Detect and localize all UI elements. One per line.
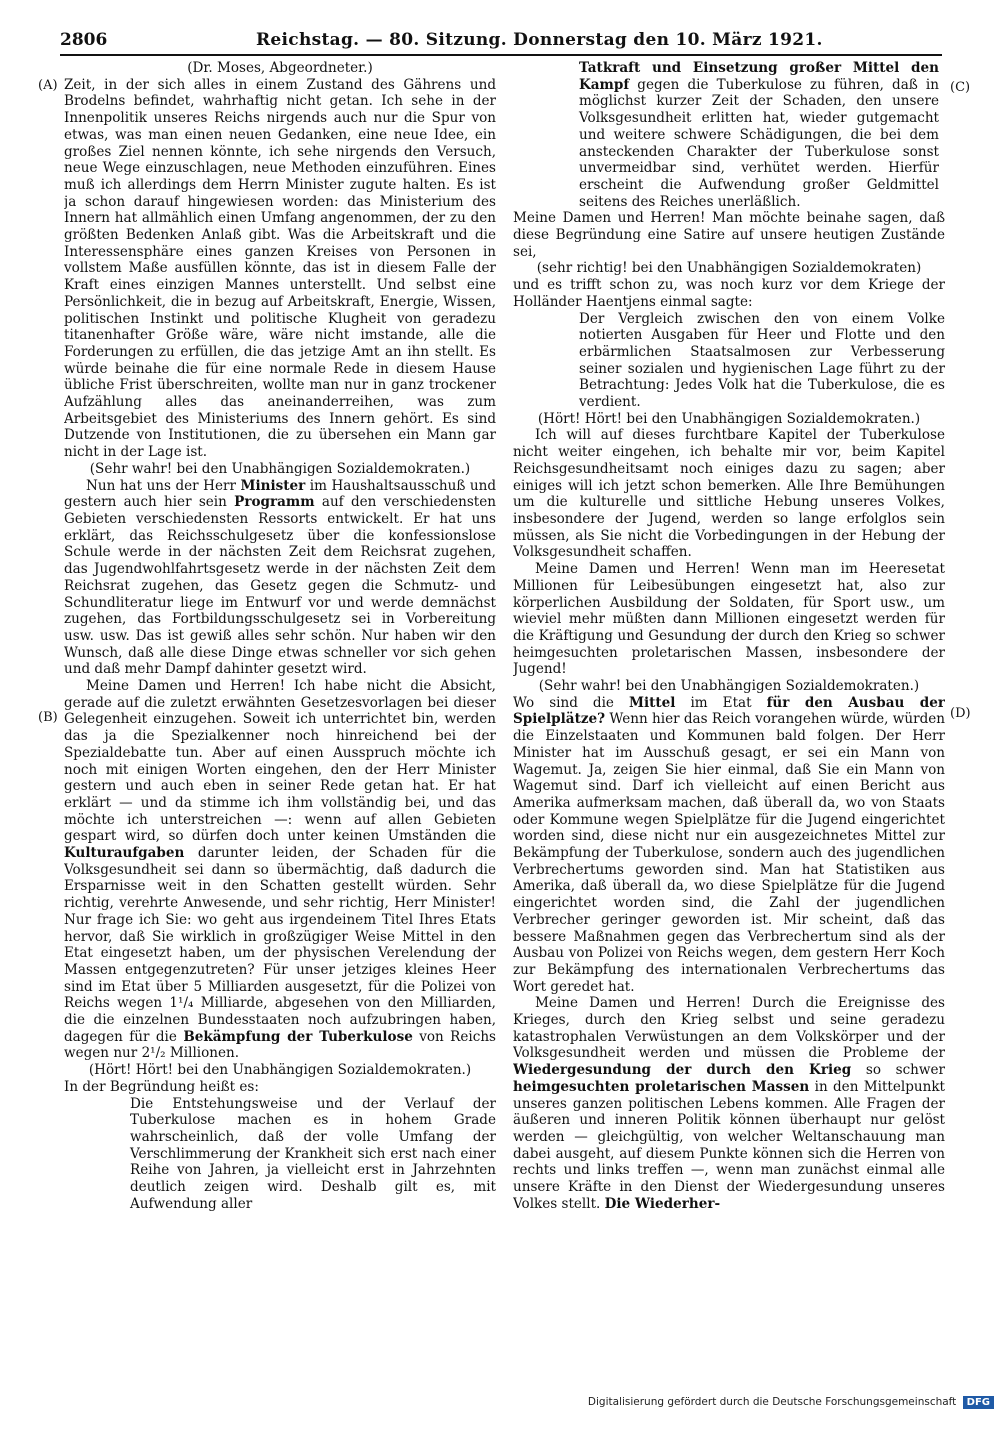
- interjection: (Hört! Hört! bei den Unabhängigen Sozialdemokraten.): [537, 410, 921, 427]
- emphasis: Kulturaufgaben: [64, 845, 185, 862]
- page-number: 2806: [60, 30, 108, 50]
- running-title: Reichstag. — 80. Sitzung. Donnerstag den 10. März 1921.: [256, 30, 823, 50]
- emphasis: Wiedergesundung der durch den Krieg: [513, 1062, 852, 1079]
- page-header: [60, 30, 942, 56]
- paragraph: Meine Damen und Herren! Wenn man im Heeresetat Millionen für Leibesübungen eingesetzt hat, also zur körperlichen Ausbildung der Soldaten, für Sport usw., um wieviel mehr müßten dann Millionen eingesetzt werden für die Kräftigung und Gesundung der durch den Krieg so schwer heimgesuchten proletarischen Massen, insbesondere der Jugend!: [513, 561, 945, 678]
- emphasis: heimgesuchten proletarischen Massen: [513, 1078, 810, 1095]
- interjection: (sehr richtig! bei den Unabhängigen Sozialdemokraten): [536, 260, 922, 277]
- emphasis: für den Ausbau der Spielplätze?: [513, 694, 945, 728]
- paragraph: Meine Damen und Herren! Durch die Ereignisse des Krieges, durch den Krieg selbst und seine geradezu katastrophalen Verwüstungen an dem Volkskörper und der Volksgesundheit werden und müssen die Probleme der Wiedergesundung der durch den Krieg so schwer heimgesuchten proletarischen Massen in den Mittelpunkt unseres ganzen politischen Lebens kommen. Alle Fragen der äußeren und inneren Politik können überhaupt nur gelöst werden — gleichgültig, von welcher Weltanschauung man dabei ausgeht, auf diesem Punkte können sich die Herren von rechts und links treffen —, wenn man zunächst einmal alle unsere Kräfte in den Dienst der Wiedergesundung unseres Volkes stellt. Die Wiederher-: [513, 995, 945, 1212]
- right-column: [513, 60, 945, 1360]
- emphasis: Programm: [234, 494, 315, 511]
- paragraph: Wo sind die Mittel im Etat für den Ausbau der Spielplätze? Wenn hier das Reich vorangehen würde, würden die Einzelstaaten und Kommunen bald folgen. Der Herr Minister hat im Ausschuß gesagt, er sei ein Mann von Wagemut. Ja, zeigen Sie hier einmal, daß Sie ein Mann von Wagemut sind. Darf ich vielleicht auf einen Bericht aus Amerika aufmerksam machen, daß überall da, wo von Staats oder Kommune wegen Spielplätze für die Jugend eingerichtet worden sind, diese nicht nur ein ausgezeichnetes Mittel zur Bekämpfung der Tuberkulose, sondern auch des jugendlichen Verbrechertums geworden sind. Man hat Statistiken aus Amerika, daß überall da, wo diese Spielplätze für die Jugend eingerichtet worden sind, die Zahl der jugendlichen Verbrecher geringer geworden ist. Mir scheint, daß das bessere Maßnahmen gegen das Verbrechertum sind als der Ausbau von Polizei von Reichs wegen, dem gestern Herr Koch zur Bekämpfung des internationalen Verbrechertums das Wort geredet hat.: [513, 694, 945, 995]
- footer-credit: [588, 1396, 994, 1409]
- block-quote: Tatkraft und Einsetzung großer Mittel den Kampf gegen die Tuberkulose zu führen, daß in möglichst kurzer Zeit der Schaden, den unsere Volksgesundheit erlitten hat, wieder gutgemacht und weitere schwere Schädigungen, die bei dem ansteckenden Charakter der Tuberkulose sonst unvermeidbar sind, verhütet werden. Hierfür erscheint die Aufwendung großer Geldmittel seitens des Reiches unerläßlich.: [579, 60, 939, 210]
- emphasis: Minister: [240, 477, 306, 494]
- interjection: (Sehr wahr! bei den Unabhängigen Sozialdemokraten.): [89, 460, 471, 477]
- dfg-logo-icon: DFG: [963, 1396, 994, 1409]
- left-column: [64, 60, 496, 1360]
- block-quote: Die Entstehungsweise und der Verlauf der Tuberkulose machen es in hohem Grade wahrscheinlich, daß der volle Umfang der Verschlimmerung der Krankheit sich erst nach einer Reihe von Jahren, ja vielleicht erst in Jahrzehnten deutlich zeigen wird. Deshalb gilt es, mit Aufwendung aller: [130, 1095, 496, 1212]
- interjection: (Sehr wahr! bei den Unabhängigen Sozialdemokraten.): [538, 678, 920, 695]
- margin-marker-a: (A): [38, 78, 58, 93]
- emphasis: Mittel: [629, 694, 676, 711]
- paragraph: Nun hat uns der Herr Minister im Haushaltsausschuß und gestern auch hier sein Programm auf den verschiedensten Gebieten verschiedensten Ressorts entwickelt. Er hat uns erklärt, das Reichsschulgesetz über die konfessionslose Schule werde in der nächsten Zeit dem Reichsrat zugehen, das Jugendwohlfahrtsgesetz werde in der nächsten Zeit dem Reichsrat zugehen, das Gesetz gegen die Schmutz- und Schundliteratur liege im Entwurf vor und werde demnächst zugehen, das Fortbildungsschulgesetz sei in Vorbereitung usw. usw. Das ist gewiß alles sehr schön. Nur haben wir den Wunsch, daß alle diese Dinge etwas schneller vor sich gehen und daß mehr Dampf dahinter gesetzt wird.: [64, 477, 496, 678]
- margin-marker-c: (C): [950, 80, 971, 95]
- paragraph: Zeit, in der sich alles in einem Zustand des Gährens und Brodelns befindet, wahrhaftig nicht getan. Ich sehe in der Innenpolitik unseres Reichs nirgends auch nur die Spur von etwas, was man einen neuen Gedanken, eine neue Idee, ein großes Ziel nennen könnte, ich sehe nirgends den Versuch, neue Wege einzuschlagen, neue Methoden einzuführen. Eines muß ich allerdings dem Herrn Minister zugute halten. Es ist ja schon darauf hingewiesen worden: das Ministerium des Innern hat allmählich einen Umfang angenommen, der zu den größten Bedenken Anlaß gibt. Was die Arbeitskraft und die Interessensphäre eines ganzen Kreises von Personen in vollstem Maße ausfüllen könnte, das ist in diesem Falle der Kraft eines einzigen Mannes unterstellt. Und selbst eine Persönlichkeit, die in bezug auf Arbeitskraft, Energie, Wissen, politischen Instinkt und politische Klugheit von geradezu titanenhafter Größe wäre, wäre nicht imstande, alle die Forderungen zu erfüllen, die das jetzige Amt an ihn stellt. Es würde beinahe die für eine normale Rede in diesem Hause übliche Frist überschreiten, wollte man nur in ganz trockener Aufzählung alles das aneinanderreihen, was zum Arbeitsgebiet des Ministeriums des Innern gehört. Es sind Dutzende von Institutionen, die zu übersehen ein Mann gar nicht in der Lage ist.: [64, 76, 496, 461]
- interjection: (Hört! Hört! bei den Unabhängigen Sozialdemokraten.): [88, 1062, 472, 1079]
- paragraph: In der Begründung heißt es:: [64, 1078, 259, 1095]
- block-quote: Der Vergleich zwischen den von einem Volke notierten Ausgaben für Heer und Flotte und den erbärmlichen Staatsalmosen zur Verbesserung seiner sozialen und hygienischen Lage führt zu der Betrachtung: Jedes Volk hat die Tuberkulose, die es verdient.: [579, 310, 945, 411]
- margin-marker-d: (D): [950, 706, 971, 721]
- emphasis: Die Wiederher-: [604, 1195, 721, 1212]
- margin-marker-b: (B): [38, 710, 58, 725]
- paragraph: Meine Damen und Herren! Man möchte beinahe sagen, daß diese Begründung eine Satire auf unsere heutigen Zustände sei,: [513, 210, 945, 260]
- emphasis: Bekämpfung der Tuberkulose: [183, 1028, 413, 1045]
- speaker-label: (Dr. Moses, Abgeordneter.): [187, 60, 373, 76]
- footer-text: Digitalisierung gefördert durch die Deutsche Forschungsgemeinschaft: [587, 1396, 957, 1408]
- paragraph: Ich will auf dieses furchtbare Kapitel der Tuberkulose nicht weiter eingehen, ich behalte mir vor, beim Kapitel Reichsgesundheitsamt noch einiges dazu zu sagen; aber einiges will ich jetzt schon bemerken. Alle Ihre Bemühungen um die kulturelle und sittliche Hebung unseres Volkes, insbesondere der Jugend, werden so lange erfolglos sein müssen, als Sie nicht die Vorbedingungen in der Hebung der Volksgesundheit schaffen.: [513, 427, 945, 561]
- paragraph: Meine Damen und Herren! Ich habe nicht die Absicht, gerade auf die zuletzt erwähnten Gesetzesvorlagen bei dieser Gelegenheit einzugehen. Soweit ich unterrichtet bin, werden das ja die Spezialkenner noch hinreichend bei der Spezialdebatte tun. Aber auf einen Ausspruch möchte ich noch mit einigen Worten eingehen, den der Herr Minister gestern und auch eben in seiner Rede getan hat. Er hat erklärt — und da stimme ich ihm vollständig bei, und das möchte ich unterstreichen —: wenn auf allen Gebieten gespart wird, so dürfen doch unter keinen Umständen die Kulturaufgaben darunter leiden, der Schaden für die Volksgesundheit sei dann so übermächtig, daß dadurch die Ersparnisse weit in den Schatten gestellt würden. Sehr richtig, verehrte Anwesende, und sehr richtig, Herr Minister! Nur frage ich Sie: wo geht aus irgendeinem Titel Ihres Etats hervor, daß Sie wirklich in großzügiger Weise Mittel in den Etat eingesetzt haben, um der physischen Verelendung der Massen entgegenzutreten? Für unser jetziges kleines Heer sind im Etat über 5 Milliarden ausgesetzt, für die Polizei von Reichs wegen 1¹/₄ Milliarde, abgesehen von den Milliarden, die die einzelnen Bundesstaaten noch aufzubringen haben, dagegen für die Bekämpfung der Tuberkulose von Reichs wegen nur 2¹/₂ Millionen.: [64, 678, 496, 1062]
- emphasis: Tatkraft und Einsetzung großer Mittel den Kampf: [579, 60, 939, 93]
- paragraph: und es trifft schon zu, was noch kurz vor dem Kriege der Holländer Haentjens einmal sagte:: [513, 277, 945, 310]
